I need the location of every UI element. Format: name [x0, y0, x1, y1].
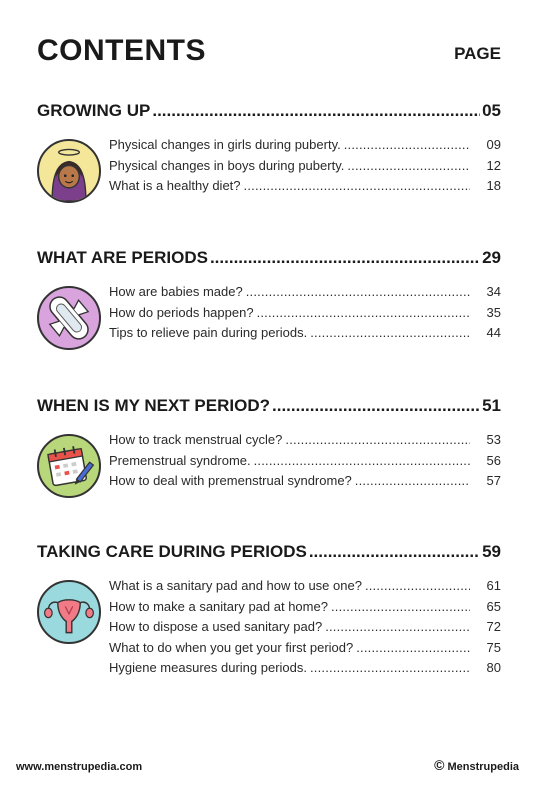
toc-item[interactable]	[109, 599, 501, 620]
calendar-icon	[37, 434, 101, 498]
dot-leader	[325, 619, 470, 634]
toc-item-page: 65	[486, 598, 501, 614]
toc-item[interactable]	[109, 473, 501, 494]
toc-item-label: Tips to relieve pain during periods.	[109, 325, 308, 340]
toc-item-label: Physical changes in girls during puberty.	[109, 137, 341, 152]
toc-section-heading[interactable]	[37, 248, 501, 270]
dot-leader	[285, 432, 470, 447]
uterus-icon	[37, 580, 101, 644]
toc-section-next-period	[37, 396, 501, 494]
toc-item[interactable]	[109, 619, 501, 640]
toc-item-label: Premenstrual syndrome.	[109, 452, 251, 468]
dot-leader	[254, 453, 470, 468]
toc-item-page: 12	[486, 157, 501, 173]
toc-item-page: 09	[486, 137, 501, 152]
toc-item[interactable]	[109, 137, 501, 158]
dot-leader	[347, 158, 470, 173]
section-page: 59	[482, 542, 501, 561]
dot-leader	[152, 101, 480, 121]
toc-item-page: 72	[486, 619, 501, 634]
brand-name: Menstrupedia	[447, 761, 519, 773]
section-page: 29	[482, 248, 501, 267]
copyright-notice	[434, 757, 519, 773]
toc-item-label: Physical changes in boys during puberty.	[109, 157, 345, 173]
toc-section-heading[interactable]	[37, 101, 501, 123]
toc-item[interactable]	[109, 178, 501, 199]
dot-leader	[244, 178, 470, 193]
sanitary-pad-icon	[37, 286, 101, 350]
toc-item-page: 18	[486, 178, 501, 193]
dot-leader	[355, 473, 470, 488]
toc-item[interactable]	[109, 640, 501, 661]
dot-leader	[356, 640, 470, 655]
toc-section-heading[interactable]	[37, 396, 501, 418]
dot-leader	[331, 599, 470, 614]
toc-item-page: 61	[486, 578, 501, 593]
toc-item-page: 80	[486, 660, 501, 675]
toc-item-label: How to make a sanitary pad at home?	[109, 598, 328, 614]
toc-item-page: 34	[486, 284, 501, 299]
website-link[interactable]: www.menstrupedia.com	[16, 761, 143, 773]
dot-leader	[272, 396, 480, 416]
toc-section-heading[interactable]	[37, 542, 501, 564]
toc-item-label: What to do when you get your first period?	[109, 639, 354, 655]
girl-face-icon	[37, 139, 101, 203]
toc-item-page: 57	[486, 473, 501, 488]
dot-leader	[309, 542, 480, 562]
toc-item-label: What is a sanitary pad and how to use one?	[109, 578, 362, 593]
toc-item-page: 53	[486, 432, 501, 447]
section-title: TAKING CARE DURING PERIODS	[37, 542, 307, 561]
section-page: 05	[482, 101, 501, 120]
section-title: WHAT ARE PERIODS	[37, 248, 208, 267]
copyright-symbol: ©	[434, 757, 445, 773]
toc-item[interactable]	[109, 158, 501, 179]
toc-section-taking-care	[37, 542, 501, 681]
dot-leader	[365, 578, 470, 593]
section-title: GROWING UP	[37, 101, 151, 120]
toc-item-page: 75	[486, 639, 501, 655]
dot-leader	[210, 248, 480, 268]
toc-item-label: How are babies made?	[109, 284, 243, 299]
toc-item-label: How to dispose a used sanitary pad?	[109, 619, 323, 634]
section-title: WHEN IS MY NEXT PERIOD?	[37, 396, 270, 415]
dot-leader	[310, 325, 470, 340]
toc-item-label: What is a healthy diet?	[109, 178, 241, 193]
toc-item[interactable]	[109, 660, 501, 681]
dot-leader	[310, 660, 470, 675]
dot-leader	[246, 284, 470, 299]
toc-item[interactable]	[109, 578, 501, 599]
toc-item[interactable]	[109, 325, 501, 346]
toc-item-label: How to deal with premenstrual syndrome?	[109, 473, 352, 488]
toc-item-page: 35	[486, 304, 501, 320]
dot-leader	[257, 305, 470, 320]
section-page: 51	[482, 396, 501, 415]
toc-section-what-are-periods	[37, 248, 501, 346]
toc-item-label: How do periods happen?	[109, 304, 254, 320]
toc-item[interactable]	[109, 432, 501, 453]
toc-item-label: How to track menstrual cycle?	[109, 432, 283, 447]
dot-leader	[344, 137, 470, 152]
toc-item-page: 44	[486, 325, 501, 340]
toc-item-page: 56	[486, 452, 501, 468]
page-title: CONTENTS	[37, 34, 206, 67]
toc-item-label: Hygiene measures during periods.	[109, 660, 307, 675]
toc-item[interactable]	[109, 453, 501, 474]
toc-item[interactable]	[109, 284, 501, 305]
toc-item[interactable]	[109, 305, 501, 326]
toc-section-growing-up	[37, 101, 501, 199]
page-column-label: PAGE	[454, 44, 501, 63]
